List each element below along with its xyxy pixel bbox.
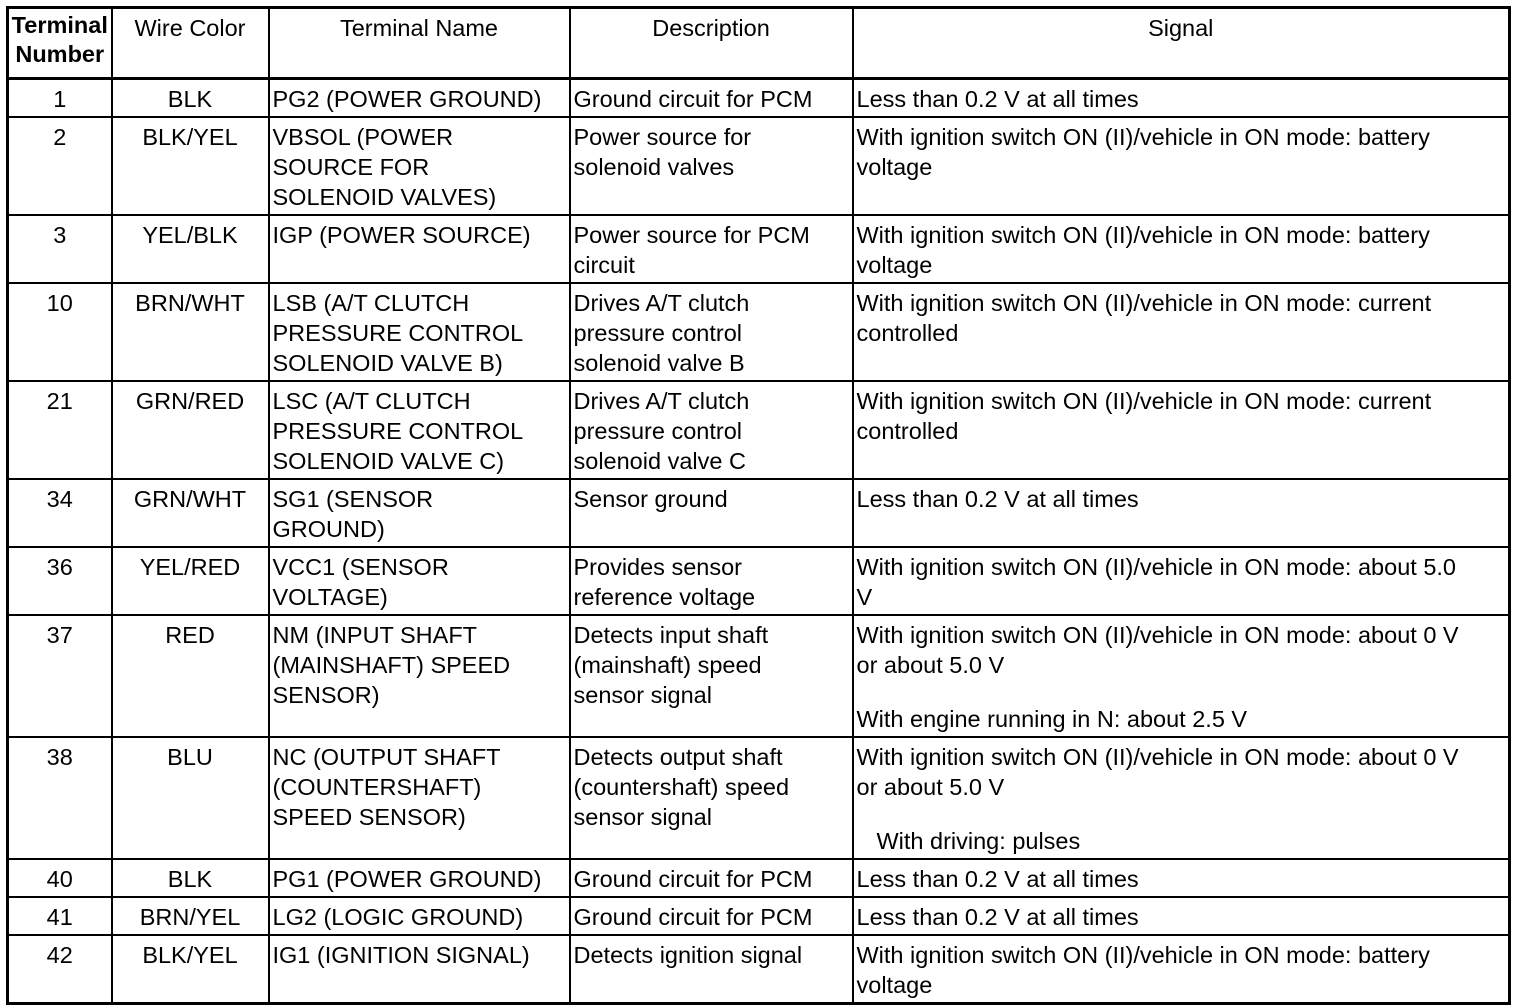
table-row: [8, 381, 1510, 479]
terminal-name-cell: [269, 615, 570, 737]
description-line: sensor signal: [573, 804, 712, 830]
signal-cell: [853, 117, 1510, 215]
terminal-number-cell: 41: [8, 897, 112, 935]
signal-line: With ignition switch ON (II)/vehicle in ON mode: current: [856, 388, 1432, 414]
description-line: solenoid valve C: [573, 448, 746, 474]
terminal-number-cell: 3: [8, 215, 112, 283]
header-terminal-number-line2: Number: [15, 41, 105, 67]
signal-line: Less than 0.2 V at all times: [856, 86, 1139, 112]
description-cell: [570, 215, 853, 283]
table-body: [8, 79, 1510, 1004]
signal-line: controlled: [856, 418, 959, 444]
signal-line: With ignition switch ON (II)/vehicle in ON mode: battery: [856, 124, 1430, 150]
signal-line: With ignition switch ON (II)/vehicle in ON mode: current: [856, 290, 1432, 316]
signal-line: With ignition switch ON (II)/vehicle in ON mode: battery: [856, 222, 1430, 248]
terminal-name-line: NM (INPUT SHAFT: [272, 622, 478, 648]
description-line: Detects ignition signal: [573, 942, 803, 968]
terminal-name-line: LSC (A/T CLUTCH: [272, 388, 471, 414]
terminal-name-line: IGP (POWER SOURCE): [272, 222, 531, 248]
terminal-name-line: (MAINSHAFT) SPEED: [272, 652, 511, 678]
wire-color-cell: BLK/YEL: [112, 935, 269, 1004]
terminal-number-cell: 37: [8, 615, 112, 737]
description-line: sensor signal: [573, 682, 712, 708]
description-line: Power source for PCM: [573, 222, 810, 248]
signal-line: Less than 0.2 V at all times: [856, 486, 1139, 512]
terminal-number-cell: 38: [8, 737, 112, 859]
table-row: [8, 859, 1510, 897]
wire-color-cell: BRN/WHT: [112, 283, 269, 381]
terminal-name-cell: [269, 897, 570, 935]
signal-line: voltage: [856, 252, 933, 278]
wire-color-cell: BLU: [112, 737, 269, 859]
signal-line: or about 5.0 V: [856, 652, 1005, 678]
signal-extra-line: With engine running in N: about 2.5 V: [856, 706, 1248, 732]
terminal-name-line: SPEED SENSOR): [272, 804, 466, 830]
terminal-number-cell: 42: [8, 935, 112, 1004]
terminal-name-line: SG1 (SENSOR: [272, 486, 434, 512]
signal-extra-line: With driving: pulses: [876, 828, 1081, 854]
terminal-number-cell: 21: [8, 381, 112, 479]
terminal-name-cell: [269, 215, 570, 283]
terminal-name-line: SENSOR): [272, 682, 380, 708]
signal-line: With ignition switch ON (II)/vehicle in ON mode: about 0 V: [856, 622, 1459, 648]
signal-line: V: [856, 584, 873, 610]
header-terminal-number: [8, 8, 112, 79]
terminal-name-line: PRESSURE CONTROL: [272, 320, 524, 346]
wire-color-cell: GRN/WHT: [112, 479, 269, 547]
terminal-name-cell: [269, 859, 570, 897]
description-line: Ground circuit for PCM: [573, 866, 813, 892]
signal-line: Less than 0.2 V at all times: [856, 866, 1139, 892]
description-line: Ground circuit for PCM: [573, 86, 813, 112]
description-cell: [570, 283, 853, 381]
description-cell: [570, 79, 853, 118]
header-signal: Signal: [853, 8, 1510, 79]
signal-cell: [853, 737, 1510, 859]
signal-line: With ignition switch ON (II)/vehicle in ON mode: battery: [856, 942, 1430, 968]
description-cell: [570, 859, 853, 897]
table-row: [8, 547, 1510, 615]
terminal-number-cell: 36: [8, 547, 112, 615]
signal-line: voltage: [856, 972, 933, 998]
table-row: [8, 215, 1510, 283]
description-line: solenoid valve B: [573, 350, 745, 376]
terminal-name-line: VBSOL (POWER: [272, 124, 454, 150]
description-line: Ground circuit for PCM: [573, 904, 813, 930]
description-line: solenoid valves: [573, 154, 735, 180]
signal-line: controlled: [856, 320, 959, 346]
signal-cell: [853, 79, 1510, 118]
terminal-name-line: NC (OUTPUT SHAFT: [272, 744, 501, 770]
terminal-name-line: PG2 (POWER GROUND): [272, 86, 542, 112]
description-cell: [570, 897, 853, 935]
description-line: pressure control: [573, 418, 742, 444]
wire-color-cell: YEL/BLK: [112, 215, 269, 283]
terminal-number-cell: 2: [8, 117, 112, 215]
description-cell: [570, 381, 853, 479]
terminal-name-cell: [269, 547, 570, 615]
terminal-name-cell: [269, 479, 570, 547]
signal-cell: [853, 859, 1510, 897]
table-row: [8, 935, 1510, 1004]
description-line: (mainshaft) speed: [573, 652, 762, 678]
description-cell: [570, 117, 853, 215]
description-cell: [570, 615, 853, 737]
signal-line: or about 5.0 V: [856, 774, 1005, 800]
signal-line: voltage: [856, 154, 933, 180]
wire-color-cell: GRN/RED: [112, 381, 269, 479]
table-row: [8, 737, 1510, 859]
terminal-name-cell: [269, 737, 570, 859]
signal-line: With ignition switch ON (II)/vehicle in ON mode: about 5.0: [856, 554, 1456, 580]
description-line: Drives A/T clutch: [573, 290, 750, 316]
wire-color-cell: YEL/RED: [112, 547, 269, 615]
wire-color-cell: BLK/YEL: [112, 117, 269, 215]
signal-cell: [853, 547, 1510, 615]
terminal-name-line: VOLTAGE): [272, 584, 388, 610]
signal-cell: [853, 935, 1510, 1004]
terminal-name-line: LG2 (LOGIC GROUND): [272, 904, 524, 930]
terminal-name-cell: [269, 283, 570, 381]
header-terminal-number-line1: Terminal: [11, 12, 108, 38]
wire-color-cell: BLK: [112, 859, 269, 897]
table-row: [8, 79, 1510, 118]
signal-cell: [853, 283, 1510, 381]
terminal-number-cell: 1: [8, 79, 112, 118]
signal-cell: [853, 215, 1510, 283]
description-line: reference voltage: [573, 584, 756, 610]
description-line: Detects input shaft: [573, 622, 769, 648]
terminal-number-cell: 34: [8, 479, 112, 547]
terminal-name-cell: [269, 935, 570, 1004]
table-row: [8, 117, 1510, 215]
signal-cell: [853, 615, 1510, 737]
terminal-name-line: SOURCE FOR: [272, 154, 430, 180]
terminal-name-line: SOLENOID VALVES): [272, 184, 497, 210]
description-line: Sensor ground: [573, 486, 728, 512]
wire-color-cell: BLK: [112, 79, 269, 118]
table-row: [8, 283, 1510, 381]
terminal-table-container: [6, 6, 1511, 1005]
terminal-name-cell: [269, 79, 570, 118]
description-line: Provides sensor: [573, 554, 742, 580]
terminal-name-line: IG1 (IGNITION SIGNAL): [272, 942, 530, 968]
description-line: Drives A/T clutch: [573, 388, 750, 414]
terminal-name-line: GROUND): [272, 516, 385, 542]
terminal-name-line: PG1 (POWER GROUND): [272, 866, 542, 892]
header-terminal-name: Terminal Name: [269, 8, 570, 79]
terminal-number-cell: 10: [8, 283, 112, 381]
description-line: circuit: [573, 252, 635, 278]
header-description: Description: [570, 8, 853, 79]
signal-line: With ignition switch ON (II)/vehicle in ON mode: about 0 V: [856, 744, 1459, 770]
terminal-name-line: LSB (A/T CLUTCH: [272, 290, 470, 316]
description-cell: [570, 737, 853, 859]
terminal-name-line: (COUNTERSHAFT): [272, 774, 482, 800]
description-cell: [570, 479, 853, 547]
description-line: pressure control: [573, 320, 742, 346]
signal-cell: [853, 897, 1510, 935]
terminal-name-line: VCC1 (SENSOR: [272, 554, 449, 580]
terminal-name-line: SOLENOID VALVE B): [272, 350, 503, 376]
table-header-row: [8, 8, 1510, 79]
terminal-name-cell: [269, 381, 570, 479]
description-line: Detects output shaft: [573, 744, 783, 770]
wire-color-cell: RED: [112, 615, 269, 737]
terminal-name-cell: [269, 117, 570, 215]
description-line: (countershaft) speed: [573, 774, 790, 800]
signal-cell: [853, 381, 1510, 479]
table-row: [8, 897, 1510, 935]
terminal-name-line: SOLENOID VALVE C): [272, 448, 505, 474]
header-wire-color: Wire Color: [112, 8, 269, 79]
signal-line: Less than 0.2 V at all times: [856, 904, 1139, 930]
description-line: Power source for: [573, 124, 752, 150]
table-row: [8, 479, 1510, 547]
terminal-number-cell: 40: [8, 859, 112, 897]
description-cell: [570, 547, 853, 615]
terminal-table: [6, 6, 1511, 1005]
terminal-name-line: PRESSURE CONTROL: [272, 418, 524, 444]
wire-color-cell: BRN/YEL: [112, 897, 269, 935]
signal-cell: [853, 479, 1510, 547]
description-cell: [570, 935, 853, 1004]
table-row: [8, 615, 1510, 737]
